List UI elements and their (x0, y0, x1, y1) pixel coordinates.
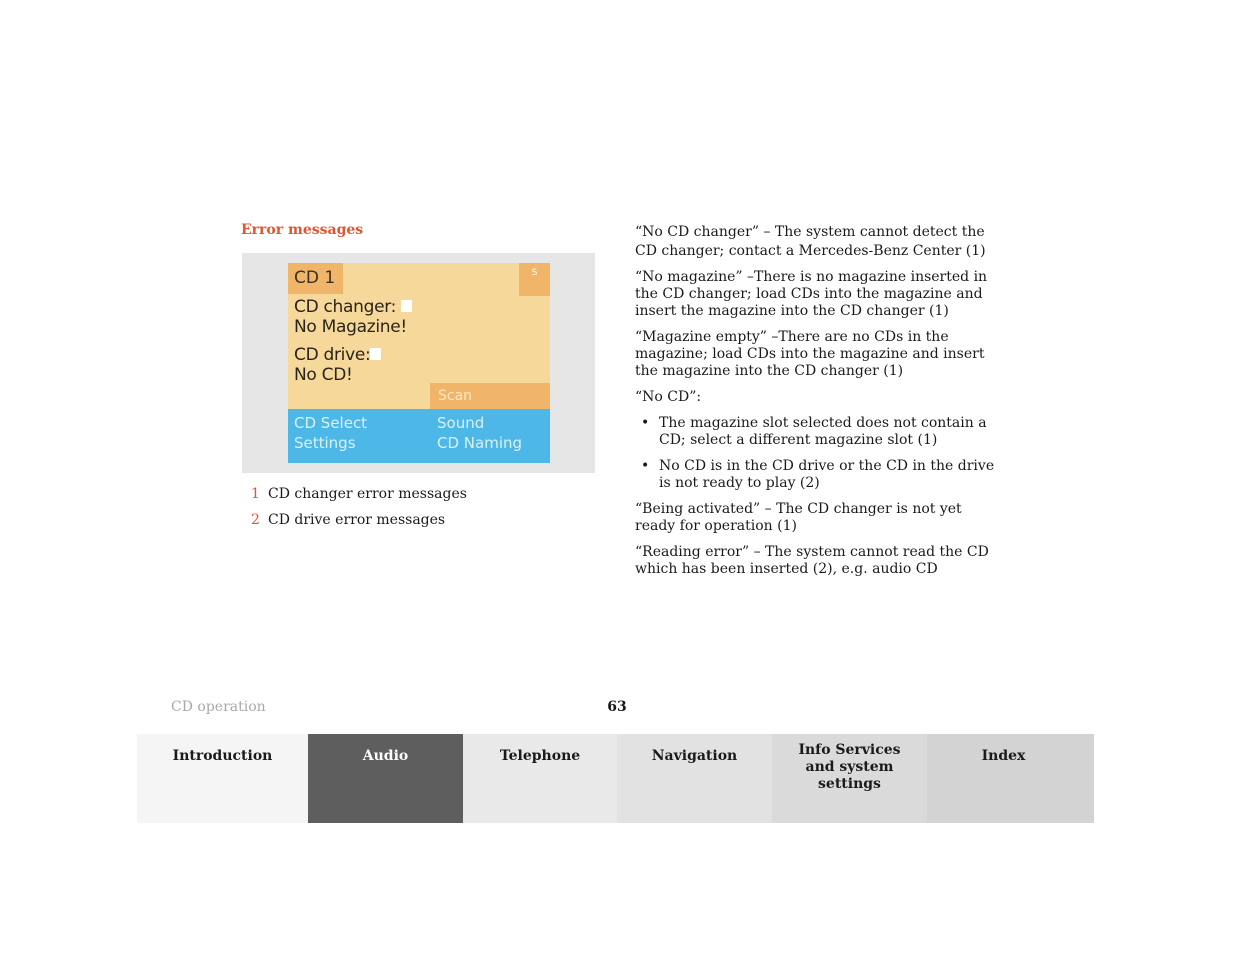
bullet-text: • The magazine slot selected does not contain a CD; select a different magazine slot (1) (635, 415, 995, 449)
paragraph-no-cd (635, 389, 995, 406)
drive-label: CD drive: (294, 345, 371, 365)
paragraph-text: “Magazine empty” –There are no CDs in the magazine; load CDs into the magazine and insert the magazine into the CD changer (1) (635, 329, 985, 379)
paragraph-text: “No CD changer” – The system cannot detect the CD changer; contact a Mercedes-Benz Center (1) (635, 224, 986, 259)
scan-softkey: Scan (430, 383, 550, 409)
paragraph-text: “Being activated” – The CD changer is not yet ready for operation (1) (635, 501, 962, 534)
legend-text: CD changer error messages (268, 486, 467, 502)
tab-telephone[interactable]: Telephone (463, 734, 617, 823)
paragraph-text: “No CD”: (635, 389, 702, 405)
bullet-item (635, 415, 995, 449)
menu-settings: Settings (294, 434, 356, 452)
chapter-tabs (137, 734, 1094, 823)
tab-navigation[interactable]: Navigation (617, 734, 772, 823)
legend-text: CD drive error messages (268, 512, 446, 528)
cd-display-screen (288, 263, 550, 463)
bullet-item (635, 458, 995, 492)
paragraph-reading-error (635, 544, 995, 578)
cd-tab: CD 1 (288, 263, 343, 294)
paragraph-text: “No magazine” –There is no magazine inserted in the CD changer; load CDs into the magazine and insert the magazine into the CD changer (1) (635, 269, 988, 319)
changer-error-block (294, 297, 412, 337)
bullet-text: • No CD is in the CD drive or the CD in the drive is not ready to play (2) (635, 458, 995, 492)
paragraph-magazine-empty (635, 329, 995, 380)
footer-section-title: CD operation (171, 699, 266, 715)
paragraph-no-magazine (635, 269, 995, 320)
callout-marker-2 (370, 348, 381, 360)
tab-audio[interactable]: Audio (308, 734, 463, 823)
legend-number: 1 (251, 486, 260, 502)
tab-introduction[interactable]: Introduction (137, 734, 308, 823)
section-heading: Error messages (241, 222, 364, 238)
drive-error-block (294, 345, 381, 385)
drive-message: No CD! (294, 365, 353, 385)
tab-info-services[interactable]: Info Services and system settings (772, 734, 927, 823)
tab-index[interactable]: Index (927, 734, 1094, 823)
legend-item (251, 486, 467, 502)
menu-bar (288, 409, 550, 463)
legend-number: 2 (251, 512, 260, 528)
changer-label: CD changer: (294, 297, 397, 317)
menu-cd-select: CD Select (294, 414, 368, 432)
menu-sound: Sound (437, 414, 485, 432)
legend-item (251, 512, 445, 528)
paragraph-being-activated (635, 501, 995, 535)
paragraph-text: “Reading error” – The system cannot read the CD which has been inserted (2), e.g. audio CD (635, 544, 989, 577)
changer-message: No Magazine! (294, 317, 407, 337)
callout-marker-1 (401, 300, 412, 312)
paragraph-no-cd-changer (635, 223, 995, 261)
signal-icon: S (519, 263, 550, 296)
menu-cd-naming: CD Naming (437, 434, 523, 452)
page-number: 63 (607, 699, 627, 715)
